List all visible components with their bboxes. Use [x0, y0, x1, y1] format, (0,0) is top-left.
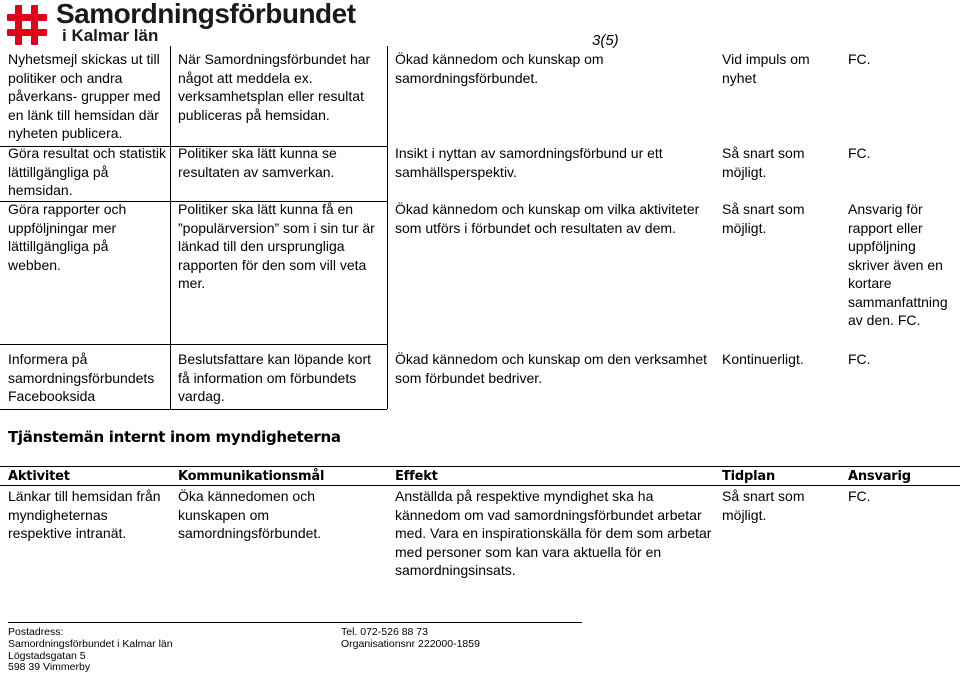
table-cell-goal: Politiker ska lätt kunna få en ”populärversion” som i sin tur är länkad till den ursprungliga rapporten för den som vill veta mer. [178, 201, 375, 291]
logo-org-name: Samordningsförbundet [56, 0, 356, 29]
table-cell-activity: Informera på samordningsförbundets Facebooksida [8, 351, 155, 404]
table-divider [0, 409, 387, 410]
table-cell-activity: Göra rapporter och uppföljningar mer lättillgängliga på webben. [8, 201, 127, 273]
table-cell-goal: Öka kännedomen och kunskapen om samordningsförbundet. [178, 488, 322, 541]
table-cell-timeline: Kontinuerligt. [722, 351, 804, 367]
footer-street: Lögstadsgatan 5 [8, 650, 86, 662]
column-header-activity: Aktivitet [8, 469, 70, 484]
table-cell-timeline: Vid impuls om nyhet [722, 51, 810, 86]
table-cell-goal: Beslutsfattare kan löpande kort få information om förbundets vardag. [178, 351, 372, 404]
column-header-responsible: Ansvarig [848, 469, 911, 484]
table-divider [387, 46, 388, 409]
footer-phone: Tel. 072-526 88 73 [341, 626, 428, 638]
table-cell-activity: Göra resultat och statistik lättillgängliga på hemsidan. [8, 145, 166, 198]
footer-org-number: Organisationsnr 222000-1859 [341, 638, 480, 650]
table-cell-responsible: FC. [848, 351, 871, 367]
table-cell-responsible: FC. [848, 145, 871, 161]
page-number: 3(5) [592, 32, 619, 49]
table-cell-effect: Insikt i nyttan av samordningsförbund ur ett samhällsperspektiv. [395, 145, 663, 180]
table-divider [170, 46, 171, 409]
table-divider [0, 466, 960, 467]
table-cell-responsible: Ansvarig för rapport eller uppföljning skriver även en kortare sammanfattning av den. FC. [848, 201, 948, 328]
column-header-timeline: Tidplan [722, 469, 776, 484]
table-cell-effect: Ökad kännedom och kunskap om samordningsförbundet. [395, 51, 604, 86]
table-cell-goal: Politiker ska lätt kunna se resultaten av samverkan. [178, 145, 337, 180]
column-header-goal: Kommunikationsmål [178, 469, 325, 484]
table-cell-responsible: FC. [848, 51, 871, 67]
table-cell-responsible: FC. [848, 488, 871, 504]
table-cell-effect: Ökad kännedom och kunskap om vilka aktiviteter som utförs i förbundet och resultaten av dem. [395, 201, 700, 236]
column-header-effect: Effekt [395, 469, 438, 484]
table-cell-timeline: Så snart som möjligt. [722, 201, 805, 236]
table-cell-goal: När Samordningsförbundet har något att meddela ex. verksamhetsplan eller resultat publiceras på hemsidan. [178, 51, 371, 123]
footer-postal-label: Postadress: [8, 626, 64, 638]
hashtag-logo-icon [4, 2, 50, 48]
table-cell-effect: Anställda på respektive myndighet ska ha kännedom om vad samordningsförbundet arbetar med. Vara en inspirationskälla för dem som arbetar med personer som kan vara aktuella för en samordningsinsats. [395, 488, 712, 578]
table-cell-timeline: Så snart som möjligt. [722, 488, 805, 523]
table-cell-effect: Ökad kännedom och kunskap om den verksamhet som förbundet bedriver. [395, 351, 708, 386]
table-cell-activity: Nyhetsmejl skickas ut till politiker och andra påverkans- grupper med en länk till hemsidan där nyheten publicera. [8, 51, 161, 141]
organization-logo [4, 0, 356, 46]
section-title: Tjänstemän internt inom myndigheterna [8, 428, 341, 446]
table-divider [0, 485, 960, 486]
footer-org-name: Samordningsförbundet i Kalmar län [8, 638, 173, 650]
footer-city: 598 39 Vimmerby [8, 661, 91, 673]
footer-divider [8, 622, 582, 623]
table-cell-activity: Länkar till hemsidan från myndigheternas respektive intranät. [8, 488, 161, 541]
logo-org-region: i Kalmar län [62, 26, 159, 45]
table-divider [0, 344, 387, 345]
table-cell-timeline: Så snart som möjligt. [722, 145, 805, 180]
